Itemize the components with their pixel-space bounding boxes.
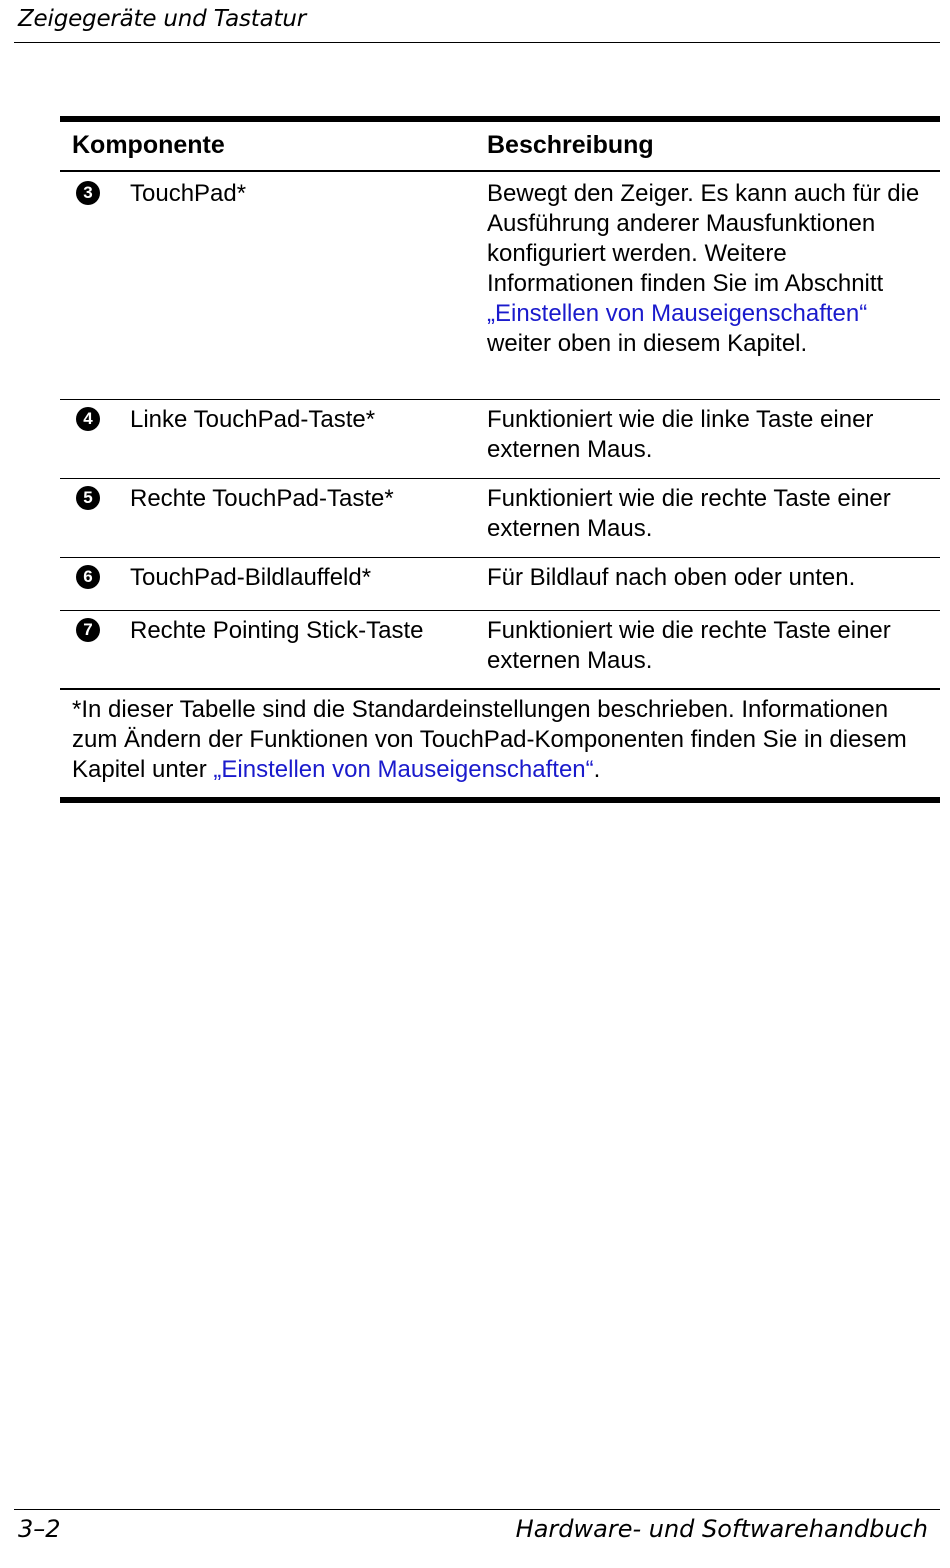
header-rule xyxy=(14,42,940,43)
column-header-description: Beschreibung xyxy=(487,131,654,159)
running-head: Zeigegeräte und Tastatur xyxy=(18,6,306,32)
table-row xyxy=(60,172,940,400)
book-title: Hardware- und Softwarehandbuch xyxy=(515,1515,928,1543)
component-name: Rechte Pointing Stick-Taste xyxy=(130,617,424,644)
callout-number-badge: 6 xyxy=(76,565,100,589)
cross-reference-link[interactable]: „Einstellen von Mauseigenschaften“ xyxy=(487,300,868,327)
component-description: Funktioniert wie die rechte Taste einer externen Maus. xyxy=(487,617,891,674)
table-row xyxy=(60,479,940,558)
callout-number-badge: 4 xyxy=(76,407,100,431)
table-footnote: *In dieser Tabelle sind die Standardeinstellungen beschrieben. Informationen zum Ändern der Funktionen von TouchPad-Komponenten finden Sie in diesem Kapitel unter „Einstellen von Mauseigenschaften“. xyxy=(60,690,940,803)
component-name: Rechte TouchPad-Taste* xyxy=(130,485,394,512)
column-header-component: Komponente xyxy=(72,131,225,159)
component-name: TouchPad-Bildlauffeld* xyxy=(130,564,372,591)
callout-number-badge: 3 xyxy=(76,181,100,205)
page-number: 3–2 xyxy=(18,1515,61,1543)
table-row xyxy=(60,400,940,479)
component-description: Funktioniert wie die linke Taste einer externen Maus. xyxy=(487,406,874,463)
cross-reference-link[interactable]: „Einstellen von Mauseigenschaften“ xyxy=(213,756,594,783)
callout-number-badge: 7 xyxy=(76,618,100,642)
component-description: Bewegt den Zeiger. Es kann auch für die Ausführung anderer Mausfunktionen konfiguriert werden. Weitere Informationen finden Sie im Abschnitt „Einstellen von Mauseigenschaften“ weiter oben in diesem Kapitel. xyxy=(487,180,920,357)
component-description: Für Bildlauf nach oben oder unten. xyxy=(487,564,856,591)
table-row xyxy=(60,611,940,690)
component-name: Linke TouchPad-Taste* xyxy=(130,406,376,433)
component-name: TouchPad* xyxy=(130,180,247,207)
callout-number-badge: 5 xyxy=(76,486,100,510)
component-table xyxy=(60,116,940,803)
table-header xyxy=(60,122,940,172)
footer-rule xyxy=(14,1509,940,1510)
table-row xyxy=(60,558,940,611)
component-description: Funktioniert wie die rechte Taste einer externen Maus. xyxy=(487,485,891,542)
